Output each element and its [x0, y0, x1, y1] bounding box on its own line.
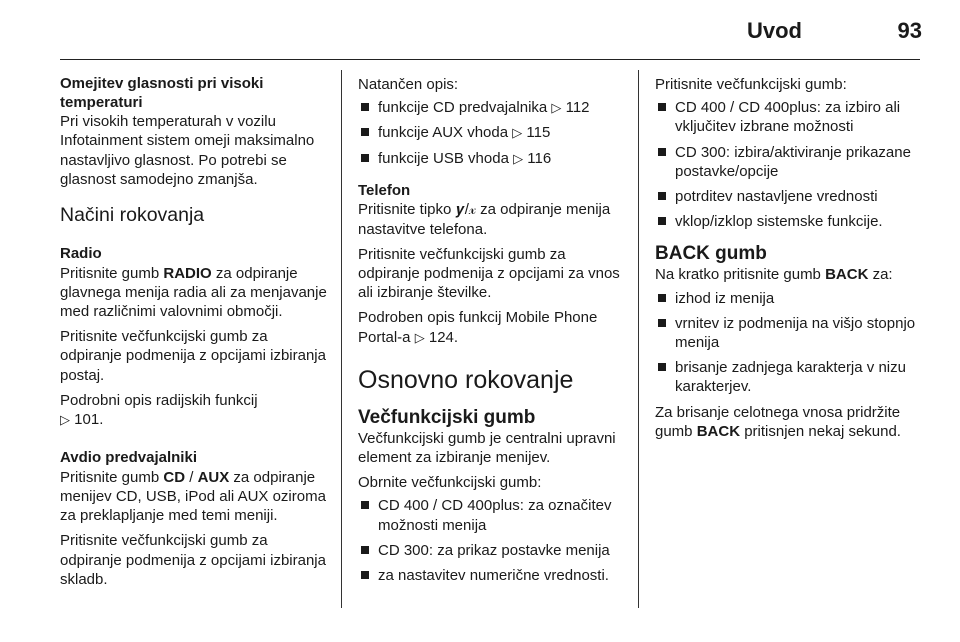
back-key-label: BACK — [825, 266, 869, 284]
multi-paragraph-2: Obrnite večfunkcijski gumb: — [358, 474, 542, 492]
page-ref-arrow-icon: ▷ — [512, 125, 523, 141]
page-ref-arrow-icon: ▷ — [60, 412, 70, 428]
turn-knob-list — [358, 496, 628, 585]
audio-paragraph-2: Pritisnite večfunkcijski gumb za odpiranje podmenija z opcijami izbiranja skladb. — [60, 532, 326, 588]
audio-p1-text-2: za odpiranje menijev CD, USB, iPod ali AUX oziroma za preklapljanje med temi meniji. — [60, 468, 326, 525]
column-divider-1 — [341, 70, 342, 608]
page-number: 93 — [897, 18, 922, 43]
multi-paragraph-1: Večfunkcijski gumb je centralni upravni element za izbiranje menijev. — [358, 429, 616, 467]
list-item — [358, 541, 628, 560]
radio-p3-text: Podrobni opis radijskih funkcij — [60, 391, 258, 409]
header-rule — [60, 59, 920, 60]
audio-p1-text: Pritisnite gumb — [60, 468, 164, 486]
list-item — [655, 187, 923, 206]
phone-page-ref: 124. — [428, 328, 459, 346]
back-p2-text: Za brisanje celotnega vnosa pridržite gumb — [655, 403, 901, 440]
detail-intro: Natančen opis: — [358, 76, 459, 93]
phone-paragraph-3 — [358, 308, 628, 346]
detail-list — [358, 98, 628, 168]
list-item-text: za nastavitev numerične vrednosti. — [378, 567, 609, 585]
column-1 — [60, 75, 328, 595]
phone-key-icon: 𝒚/𝓍 — [455, 201, 476, 219]
radio-paragraph-2: Pritisnite večfunkcijski gumb za odpiranje podmenija z opcijami izbiranja postaj. — [60, 328, 326, 384]
back-paragraph-2 — [655, 403, 923, 441]
column-divider-2 — [638, 70, 639, 608]
phone-p3-text: Podroben opis funkcij Mobile Phone Portal-a — [358, 309, 598, 346]
column-3 — [655, 75, 923, 447]
list-item — [655, 212, 923, 231]
list-item — [358, 149, 628, 168]
press-intro: Pritisnite večfunkcijski gumb: — [655, 76, 847, 93]
detail-item-text: funkcije AUX vhoda — [378, 124, 509, 142]
phone-paragraph-2: Pritisnite večfunkcijski gumb za odpiranje podmenija z opcijami za vnos ali izbiranje številke. — [358, 245, 620, 302]
list-item — [358, 566, 628, 585]
back-button-heading: BACK gumb — [655, 243, 767, 265]
detail-item-text: funkcije CD predvajalnika — [378, 99, 548, 117]
detail-item-text: funkcije USB vhoda — [378, 149, 509, 167]
list-item — [655, 289, 923, 308]
back-key-label: BACK — [696, 422, 741, 440]
page-ref-arrow-icon: ▷ — [551, 100, 562, 116]
list-item — [358, 496, 628, 534]
phone-subheading: Telefon — [358, 181, 411, 199]
back-list — [655, 289, 923, 397]
back-paragraph-1 — [655, 265, 923, 284]
operating-modes-heading: Načini rokovanja — [60, 204, 205, 226]
list-item — [358, 123, 628, 142]
aux-key-label: AUX — [197, 468, 230, 486]
column-2 — [358, 75, 628, 591]
list-item-text: potrditev nastavljene vrednosti — [675, 188, 878, 206]
page-ref-arrow-icon: ▷ — [414, 329, 425, 345]
detail-item-ref: 116 — [527, 149, 552, 167]
list-item-text: izhod iz menija — [675, 289, 775, 307]
cd-key-label: CD — [163, 468, 186, 486]
list-item-text: CD 400 / CD 400plus: za označitev možnosti menija — [378, 497, 612, 534]
radio-subheading: Radio — [60, 245, 102, 262]
phone-p1-text-2: za odpiranje menija nastavitve telefona. — [358, 201, 611, 238]
radio-p1-text: Pritisnite gumb — [60, 264, 164, 282]
list-item-text: CD 300: za prikaz postavke menija — [378, 541, 610, 559]
detail-item-ref: 115 — [526, 124, 551, 142]
list-item — [655, 143, 923, 181]
running-header-section: Uvod — [747, 18, 802, 43]
temperature-subheading: Omejitev glasnosti pri visoki temperaturi — [60, 75, 264, 111]
key-separator: / — [185, 468, 198, 486]
back-p2-text-2: pritisnjen nekaj sekund. — [740, 422, 901, 440]
list-item — [358, 98, 628, 117]
temperature-body: Pri visokih temperaturah v vozilu Infotainment sistem omeji maksimalno nastavljivo glasnost. Po potrebi se glasnost samodejno zmanjša. — [60, 113, 315, 188]
audio-paragraph-1 — [60, 468, 328, 526]
basic-operation-heading: Osnovno rokovanje — [358, 365, 574, 394]
press-knob-list — [655, 98, 923, 231]
detail-item-ref: 112 — [565, 99, 590, 117]
list-item-text: CD 400 / CD 400plus: za izbiro ali vključitev izbrane možnosti — [675, 99, 901, 136]
list-item-text: vrnitev iz podmenija na višjo stopnjo menija — [675, 314, 916, 352]
phone-p1-text: Pritisnite tipko — [358, 201, 456, 219]
list-item — [655, 98, 923, 136]
radio-key-label: RADIO — [163, 264, 212, 282]
radio-page-ref: 101. — [74, 411, 104, 429]
list-item-text: brisanje zadnjega karakterja v nizu karakterjev. — [675, 359, 906, 396]
radio-paragraph-3 — [60, 391, 328, 429]
back-p1-text: Na kratko pritisnite gumb — [655, 266, 826, 284]
phone-paragraph-1 — [358, 200, 628, 238]
back-p1-text-2: za: — [868, 266, 893, 284]
list-item-text: vklop/izklop sistemske funkcije. — [675, 213, 883, 231]
radio-p1-text-2: za odpiranje glavnega menija radia ali za menjavanje med različnimi valovnimi območji. — [60, 264, 327, 320]
list-item — [655, 314, 923, 352]
radio-paragraph-1 — [60, 264, 328, 322]
list-item — [655, 358, 923, 396]
multifunction-knob-heading: Večfunkcijski gumb — [358, 406, 536, 428]
audio-subheading: Avdio predvajalniki — [60, 449, 197, 467]
page-ref-arrow-icon: ▷ — [513, 150, 524, 166]
list-item-text: CD 300: izbira/aktiviranje prikazane postavke/opcije — [675, 143, 911, 180]
